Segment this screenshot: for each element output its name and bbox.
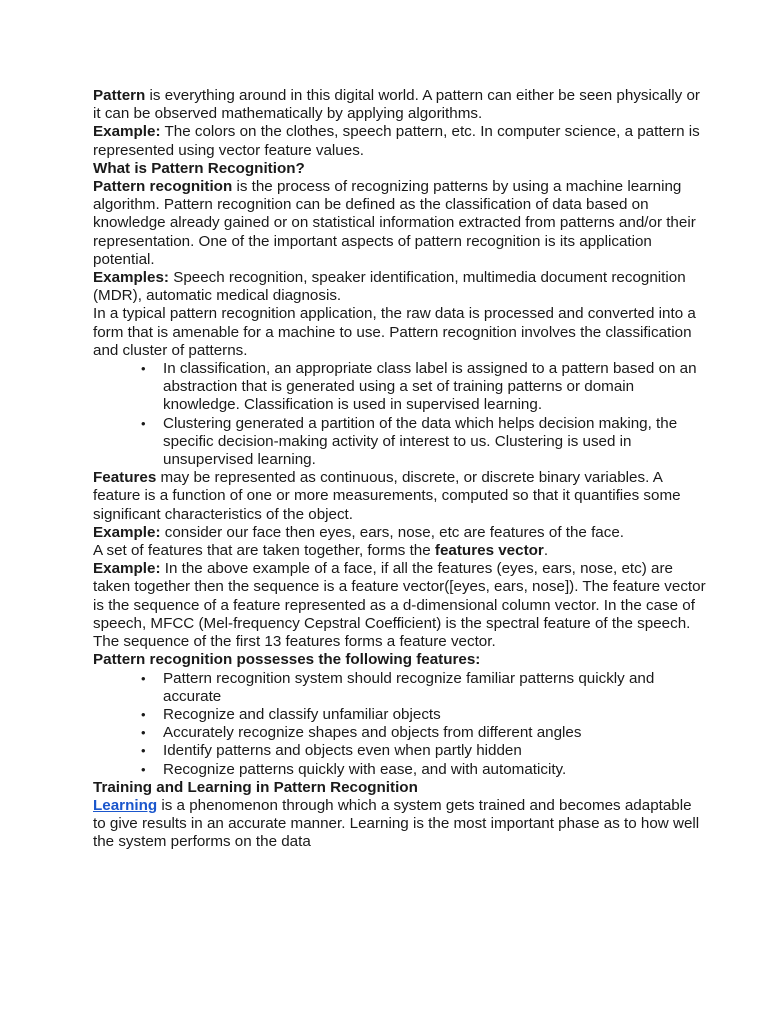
- list-item: • Pattern recognition system should recognize familiar patterns quickly and accurate: [163, 670, 708, 706]
- example-label: Example:: [93, 123, 161, 141]
- classification-clustering-list: [93, 360, 708, 469]
- learning-paragraph: Learning is a phenomenon through which a system gets trained and becomes adaptable to give results in an accurate manner. Learning is the most important phase as to how well the system performs on the data: [93, 796, 700, 851]
- features-vector-paragraph: A set of features that are taken together, forms the features vector.: [93, 542, 549, 560]
- heading-training-learning: Training and Learning in Pattern Recognition: [93, 778, 418, 796]
- term-features: Features: [93, 469, 157, 487]
- features-paragraph: Features may be represented as continuous, discrete, or discrete binary variables. A feature is a function of one or more measurements, computed so that it quantifies some significant characteristics of the object.: [93, 469, 681, 523]
- intro-paragraph: Pattern is everything around in this digital world. A pattern can either be seen physically or it can be observed mathematically by applying algorithms.: [93, 87, 700, 123]
- term-features-vector: features vector: [434, 542, 544, 560]
- list-item: • Recognize and classify unfamiliar objects: [163, 706, 708, 724]
- list-item: • Identify patterns and objects even when partly hidden: [163, 742, 708, 760]
- heading-what-is-pattern-recognition: What is Pattern Recognition?: [93, 159, 305, 177]
- list-item: • Accurately recognize shapes and objects from different angles: [163, 724, 708, 742]
- example-feature-vector: Example: In the above example of a face, if all the features (eyes, ears, nose, etc) are taken together then the sequence is a feature vector([eyes, ears, nose]). The feature vector is the sequence of a feature represented as a d-dimensional column vector. In the case of speech, MFCC (Mel-frequency Cepstral Coefficient) is the spectral feature of the speech. The sequence of the first 13 features forms a feature vector.: [93, 560, 706, 651]
- examples-applications: Examples: Speech recognition, speaker identification, multimedia document recognition (MDR), automatic medical diagnosis.: [93, 269, 686, 305]
- term-pattern-recognition: Pattern recognition: [93, 178, 233, 196]
- pattern-recognition-features-list: [93, 670, 708, 779]
- term-pattern: Pattern: [93, 87, 146, 104]
- typical-application-paragraph: In a typical pattern recognition application, the raw data is processed and converted into a form that is amenable for a machine to use. Pattern recognition involves the classification and cluster of patterns.: [93, 305, 696, 359]
- example-face: Example: consider our face then eyes, ears, nose, etc are features of the face.: [93, 523, 625, 541]
- list-item: • Recognize patterns quickly with ease, and with automaticity.: [163, 761, 708, 779]
- definition-paragraph: Pattern recognition is the process of recognizing patterns by using a machine learning algorithm. Pattern recognition can be defined as the classification of data based on knowledge already gained or on statistical information extracted from patterns and/or their representation. One of the important aspects of pattern recognition is its application potential.: [93, 178, 696, 268]
- example-label: Example:: [93, 560, 161, 578]
- list-item: • Clustering generated a partition of the data which helps decision making, the specific decision-making activity of interest to us. Clustering is used in unsupervised learning.: [163, 415, 708, 470]
- heading-features: Pattern recognition possesses the following features:: [93, 651, 481, 669]
- learning-link[interactable]: Learning: [93, 796, 158, 814]
- list-item: • In classification, an appropriate class label is assigned to a pattern based on an abstraction that is generated using a set of training patterns or domain knowledge. Classification is used in supervised learning.: [163, 360, 708, 415]
- examples-label: Examples:: [93, 269, 169, 287]
- example-label: Example:: [93, 523, 161, 541]
- example-colors: Example: The colors on the clothes, speech pattern, etc. In computer science, a pattern is represented using vector feature values.: [93, 123, 700, 159]
